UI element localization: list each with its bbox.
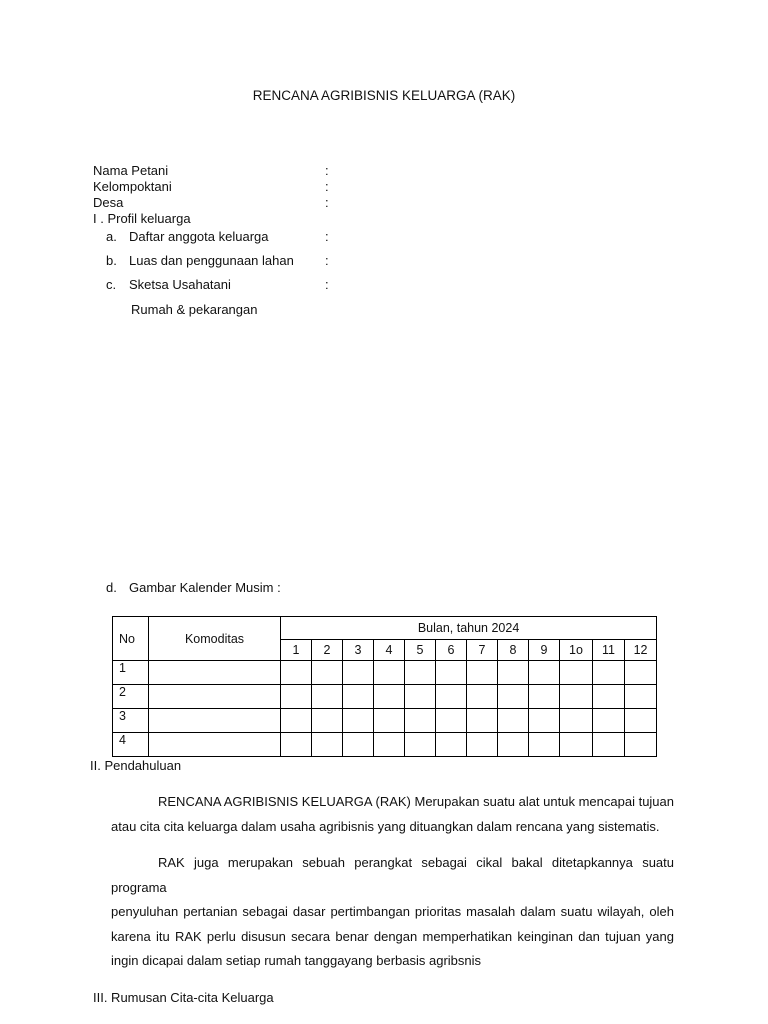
field-colon: : [325,163,329,178]
item-colon: : [325,253,329,268]
item-label-sketsa-usahatani: Sketsa Usahatani [129,277,231,292]
field-colon: : [325,179,329,194]
row-number: 3 [113,709,149,733]
month-cell: 1o [560,640,593,661]
item-colon: : [325,277,329,292]
table-row [113,733,657,757]
row-number: 1 [113,661,149,685]
item-label-daftar-anggota: Daftar anggota keluarga [129,229,269,244]
month-cell: 3 [343,640,374,661]
header-no: No [113,617,149,661]
month-cell: 9 [529,640,560,661]
section-heading-rumusan-cita-cita: III. Rumusan Cita-cita Keluarga [93,990,274,1005]
table-row [113,661,657,685]
paragraph-pendahuluan-2 [111,851,674,974]
paragraph-pendahuluan-1 [111,790,674,839]
month-cell: 11 [593,640,625,661]
row-number: 4 [113,733,149,757]
paragraph-first-line: RENCANA AGRIBISNIS KELUARGA (RAK) Merupakan suatu alat untuk mencapai tujuan [158,794,674,809]
table-row [113,709,657,733]
section-heading-pendahuluan: II. Pendahuluan [90,758,182,773]
header-bulan-tahun: Bulan, tahun 2024 [281,617,657,640]
item-letter: a. [106,229,117,244]
paragraph-rest: atau cita cita keluarga dalam usaha agribisnis yang dituangkan dalam rencana yang sistematis. [111,818,660,834]
month-cell: 4 [374,640,405,661]
month-cell: 7 [467,640,498,661]
month-cell: 2 [312,640,343,661]
header-komoditas: Komoditas [149,617,281,661]
item-label-luas-lahan: Luas dan penggunaan lahan [129,253,294,268]
sketch-caption: Rumah & pekarangan [131,302,258,317]
section-heading-profil-keluarga: I . Profil keluarga [93,211,191,226]
paragraph-first-line: RAK juga merupakan sebuah perangkat sebagai cikal bakal ditetapkannya suatu programa [111,855,674,895]
month-cell: 8 [498,640,529,661]
document-title: RENCANA AGRIBISNIS KELUARGA (RAK) [252,88,516,103]
item-letter: b. [106,253,117,268]
item-colon: : [325,229,329,244]
month-cell: 12 [625,640,657,661]
field-colon: : [325,195,329,210]
item-letter: c. [106,277,117,292]
field-label-kelompoktani: Kelompoktani [93,179,172,194]
komoditas-cell [149,685,281,709]
item-letter: d. [106,580,117,595]
month-cell: 1 [281,640,312,661]
komoditas-cell [149,733,281,757]
table-row [113,685,657,709]
field-label-nama-petani: Nama Petani [93,163,169,178]
month-cell: 6 [436,640,467,661]
komoditas-cell [149,661,281,685]
row-number: 2 [113,685,149,709]
seasonal-calendar-table [112,616,657,757]
paragraph-rest: penyuluhan pertanian sebagai dasar pertimbangan prioritas masalah dalam suatu wilayah, oleh karena itu RAK perlu disusun secara benar dengan memperhatikan keinginan dan tujuan yang ingin dicapai dalam setiap rumah tanggayang berbasis agribsnis [111,904,674,968]
month-cell: 5 [405,640,436,661]
komoditas-cell [149,709,281,733]
item-label-kalender-musim: Gambar Kalender Musim : [129,580,281,595]
field-label-desa: Desa [93,195,124,210]
